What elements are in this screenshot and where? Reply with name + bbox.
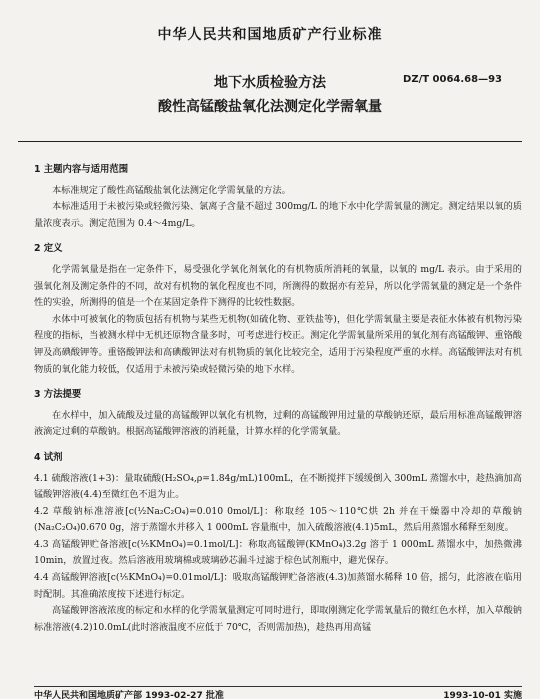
- section-heading: 4 试剂: [34, 451, 63, 463]
- paragraph: 化学需氧量是指在一定条件下，易受强化学氧化剂氧化的有机物质所消耗的氧量，以氧的 mg/L 表示。由于采用的强氧化剂及测定条件的不同，故对有机物的氧化程度也不同，所测得的数据亦有差异，所以化学需氧量的测定是一个条件性的实验，所测得的值是一个在某固定条件下测得的比较性数据。: [34, 263, 522, 309]
- standard-organization: 中华人民共和国地质矿产行业标准: [157, 27, 383, 43]
- paragraph: 水体中可被氧化的物质包括有机物与某些无机物(如硫化物、亚铁盐等)，但化学需氧量主要是表征水体被有机物污染程度的指标，当被测水样中无机还原物含量多时，可考虑进行校正。测定化学需氧量所采用的氧化剂有高锰酸钾、重铬酸钾及高碘酸钾等。重铬酸钾法和高碘酸钾法对有机物质的氧化比较完全，适用于污染程度严重的水样。高锰酸钾法对有机物质的氧化能力较低，仅适用于未被污染或轻微污染的地下水样。: [34, 313, 522, 375]
- header-divider: [18, 141, 522, 142]
- section-heading: 1 主题内容与适用范围: [34, 164, 129, 175]
- document-subtitle: 酸性高锰酸盐氧化法测定化学需氧量: [158, 99, 382, 115]
- page-footer: [34, 686, 522, 699]
- reagent-item: 4.3 高锰酸钾贮备溶液[c(⅕KMnO₄)=0.1mol/L]：称取高锰酸钾(KMnO₄)3.2g 溶于 1 000mL 蒸馏水中，加热微沸 10min，放置过夜。然后溶液用玻璃棉或玻璃砂芯漏斗过滤于棕色试剂瓶中，避光保存。: [34, 538, 522, 567]
- reagent-item: 4.2 草酸钠标准溶液[c(½Na₂C₂O₄)=0.010 0mol/L]：称取经 105～110℃烘 2h 并在干燥器中冷却的草酸钠(Na₂C₂O₄)0.670 0g，溶于蒸馏水并移入 1 000mL 容量瓶中，加入硫酸溶液(4.1)5mL，然后用蒸馏水稀释至刻度。: [34, 505, 522, 534]
- reagent-item: 4.4 高锰酸钾溶液[c(⅕KMnO₄)=0.01mol/L]：吸取高锰酸钾贮备溶液(4.3)加蒸馏水稀释 10 倍，摇匀，此溶液在临用时配制。其准确浓度按下述进行标定。: [34, 572, 522, 600]
- paragraph: 高锰酸钾溶液浓度的标定和水样的化学需氧量测定可同时进行，即取刚测定化学需氧量后的微红色水样，加入草酸钠标准溶液(4.2)10.0mL(此时溶液温度不应低于 70℃，否则需加热)，趁热再用高锰: [34, 605, 522, 633]
- implementation-date: 1993-10-01 实施: [443, 691, 522, 699]
- document-title: 地下水质检验方法: [214, 75, 326, 91]
- standard-code: DZ/T 0064.68—93: [403, 74, 502, 85]
- paragraph: 在水样中，加入硫酸及过量的高锰酸钾以氧化有机物，过剩的高锰酸钾用过量的草酸钠还原，最后用标准高锰酸钾溶液滴定过剩的草酸钠。根据高锰酸钾溶液的消耗量，计算水样的化学需氧量。: [34, 409, 522, 438]
- document-body: [34, 159, 522, 636]
- paragraph: 本标准规定了酸性高锰酸盐氧化法测定化学需氧量的方法。: [52, 184, 291, 196]
- section-heading: 2 定义: [34, 243, 63, 255]
- approval-date: 中华人民共和国地质矿产部 1993-02-27 批准: [34, 691, 224, 699]
- section-heading: 3 方法提要: [34, 389, 82, 401]
- paragraph: 本标准适用于未被污染或轻微污染、氯离子含量不超过 300mg/L 的地下水中化学需氧量的测定。测定结果以氧的质量浓度表示。测定范围为 0.4～4mg/L。: [34, 201, 522, 229]
- reagent-item: 4.1 硫酸溶液(1+3)：量取硫酸(H₂SO₄,ρ=1.84g/mL)100mL，在不断搅拌下缓缓倒入 300mL 蒸馏水中，趁热滴加高锰酸钾溶液(4.4)至微红色不退为止。: [34, 472, 522, 501]
